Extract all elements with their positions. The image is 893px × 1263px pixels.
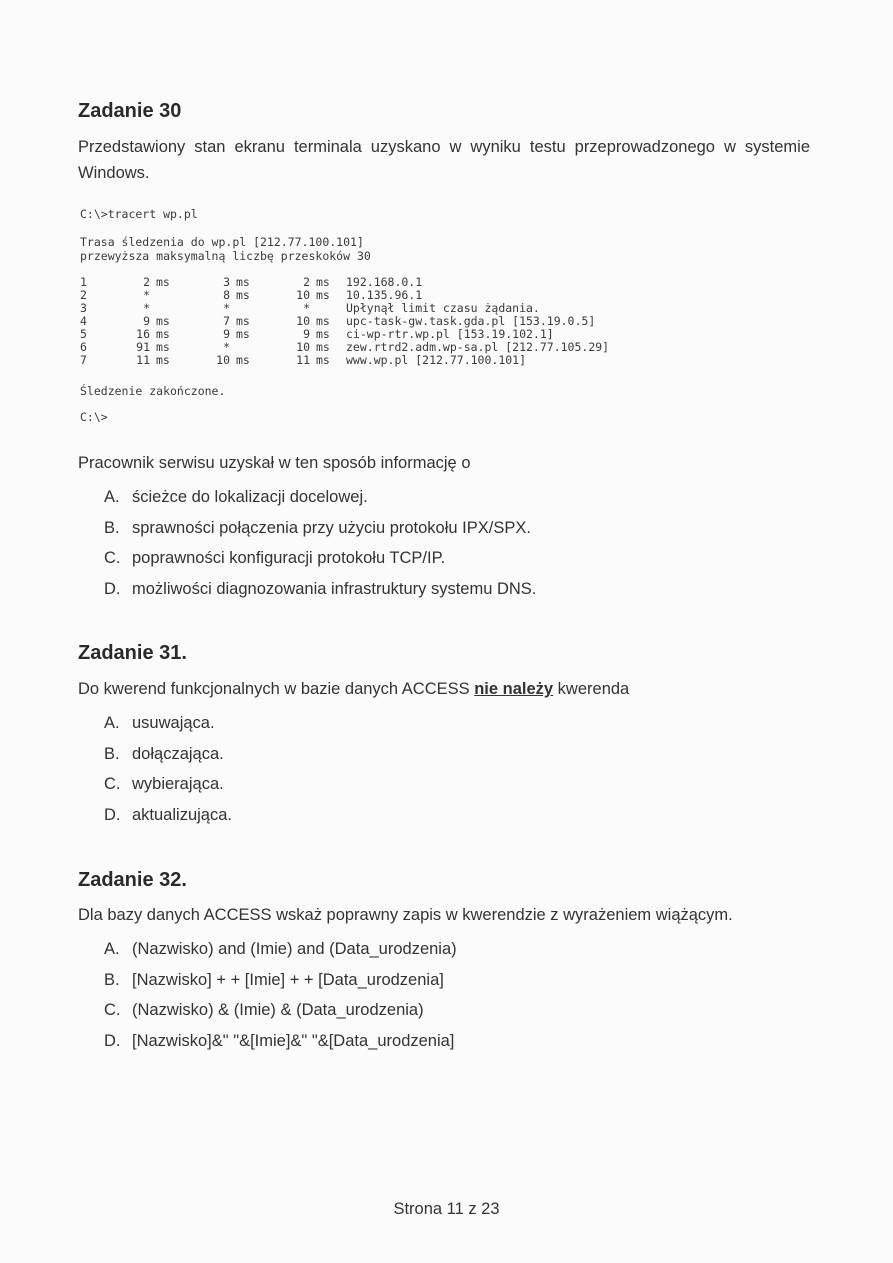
option-b[interactable] [104,517,536,548]
option-letter: C. [104,775,121,794]
option-text: (Nazwisko) and (Imie) and (Data_urodzenia) [132,940,457,958]
hop-time-3: 2 [303,275,310,289]
option-letter: C. [104,1001,121,1020]
ms-unit: ms [156,314,170,328]
ms-unit: ms [236,327,250,341]
terminal-done: Śledzenie zakończone. [80,384,226,398]
option-letter: A. [104,714,120,732]
option-letter: A. [104,488,120,506]
terminal-prompt: C:\> [80,410,108,424]
page-number: Strona 11 z 23 [393,1200,500,1218]
task31-question-start: Do kwerend funkcjonalnych w bazie danych ACCESS [78,680,475,698]
hop-time-1: 91 [136,340,150,354]
hop-host: www.wp.pl [212.77.100.101] [346,353,527,367]
option-letter: A. [104,940,120,958]
option-d[interactable] [104,578,536,609]
option-text: usuwająca. [132,714,215,732]
option-text: aktualizująca. [132,806,232,825]
task31-question-emphasis: nie należy [474,680,554,698]
option-d[interactable] [104,804,232,835]
task32-question: Dla bazy danych ACCESS wskaż poprawny zapis w kwerendzie z wyrażeniem wiążącym. [78,906,733,924]
hop-time-2: 3 [223,275,230,289]
task31-options [104,712,232,835]
ms-unit: ms [236,353,250,367]
hop-row [80,276,609,289]
hop-time-2: * [223,340,230,354]
ms-unit: ms [316,275,330,289]
hop-time-3: 10 [296,340,310,354]
hop-host: Upłynął limit czasu żądania. [346,301,540,315]
ms-unit: ms [236,314,250,328]
option-text: możliwości diagnozowania infrastruktury systemu DNS. [132,580,537,599]
hop-time-1: * [143,301,150,315]
option-b[interactable] [104,969,457,1000]
terminal-header-line2: przewyższa maksymalną liczbę przeskoków 30 [80,249,371,263]
hop-time-3: 10 [296,314,310,328]
hop-time-3: 11 [296,353,310,367]
task31-question-end: kwerenda [553,680,630,698]
hop-time-2: 7 [223,314,230,328]
option-text: poprawności konfiguracji protokołu TCP/IP. [132,549,446,568]
option-letter: D. [104,580,121,599]
hop-time-3: 10 [296,288,310,302]
ms-unit: ms [316,327,330,341]
hop-time-1: * [143,288,150,302]
hop-number: 3 [80,301,87,315]
hop-time-3: 9 [303,327,310,341]
task32-title: Zadanie 32. [78,869,187,891]
option-text: dołączająca. [132,744,224,763]
ms-unit: ms [236,275,250,289]
task31-question [78,676,629,702]
option-a[interactable] [104,938,457,969]
task32-options [104,938,457,1061]
option-a[interactable] [104,712,232,743]
hop-time-3: * [303,301,310,315]
task30-options [104,486,536,609]
ms-unit: ms [316,314,330,328]
ms-unit: ms [316,340,330,354]
option-c[interactable] [104,547,536,578]
hop-host: zew.rtrd2.adm.wp-sa.pl [212.77.105.29] [346,340,610,354]
option-text: (Nazwisko) & (Imie) & (Data_urodzenia) [132,1001,424,1020]
hop-number: 7 [80,353,87,367]
ms-unit: ms [156,327,170,341]
hop-number: 2 [80,288,87,302]
option-letter: B. [104,744,120,763]
option-b[interactable] [104,743,232,774]
ms-unit: ms [316,353,330,367]
hop-time-1: 9 [143,314,150,328]
hop-number: 6 [80,340,87,354]
task30-title: Zadanie 30 [78,100,182,122]
option-letter: D. [104,1032,121,1051]
option-letter: B. [104,518,120,537]
ms-unit: ms [316,288,330,302]
option-text: [Nazwisko]&" "&[Imie]&" "&[Data_urodzenia] [132,1032,455,1051]
hop-number: 4 [80,314,87,328]
hop-time-2: 9 [223,327,230,341]
hop-time-1: 11 [136,353,150,367]
hop-time-2: * [223,301,230,315]
option-text: [Nazwisko] + + [Imie] + + [Data_urodzenia] [132,970,444,989]
option-text: sprawności połączenia przy użyciu protokołu IPX/SPX. [132,518,531,537]
option-letter: B. [104,970,120,989]
ms-unit: ms [236,288,250,302]
option-text: wybierająca. [132,775,224,794]
option-d[interactable] [104,1030,457,1061]
option-letter: C. [104,549,121,568]
option-c[interactable] [104,999,457,1030]
option-c[interactable] [104,773,232,804]
option-a[interactable] [104,486,536,517]
option-letter: D. [104,806,121,825]
task31-title: Zadanie 31. [78,642,187,664]
hop-number: 1 [80,275,87,289]
task30-intro: Przedstawiony stan ekranu terminala uzyskano w wyniku testu przeprowadzonego w systemie Windows. [78,138,810,182]
terminal-header-line1: Trasa śledzenia do wp.pl [212.77.100.101] [80,235,364,249]
hop-host: upc-task-gw.task.gda.pl [153.19.0.5] [346,314,596,328]
option-text: ścieżce do lokalizacji docelowej. [132,488,368,506]
tracert-hops-table [80,276,609,367]
hop-time-2: 8 [223,288,230,302]
hop-row [80,354,609,367]
hop-time-2: 10 [216,353,230,367]
ms-unit: ms [156,353,170,367]
task30-question: Pracownik serwisu uzyskał w ten sposób informację o [78,454,471,472]
hop-number: 5 [80,327,87,341]
hop-time-1: 2 [143,275,150,289]
hop-host: 192.168.0.1 [346,275,423,289]
hop-time-1: 16 [136,327,150,341]
ms-unit: ms [156,275,170,289]
hop-host: ci-wp-rtr.wp.pl [153.19.102.1] [346,327,554,341]
hop-host: 10.135.96.1 [346,288,423,302]
ms-unit: ms [156,340,170,354]
terminal-command: C:\>tracert wp.pl [80,207,198,221]
